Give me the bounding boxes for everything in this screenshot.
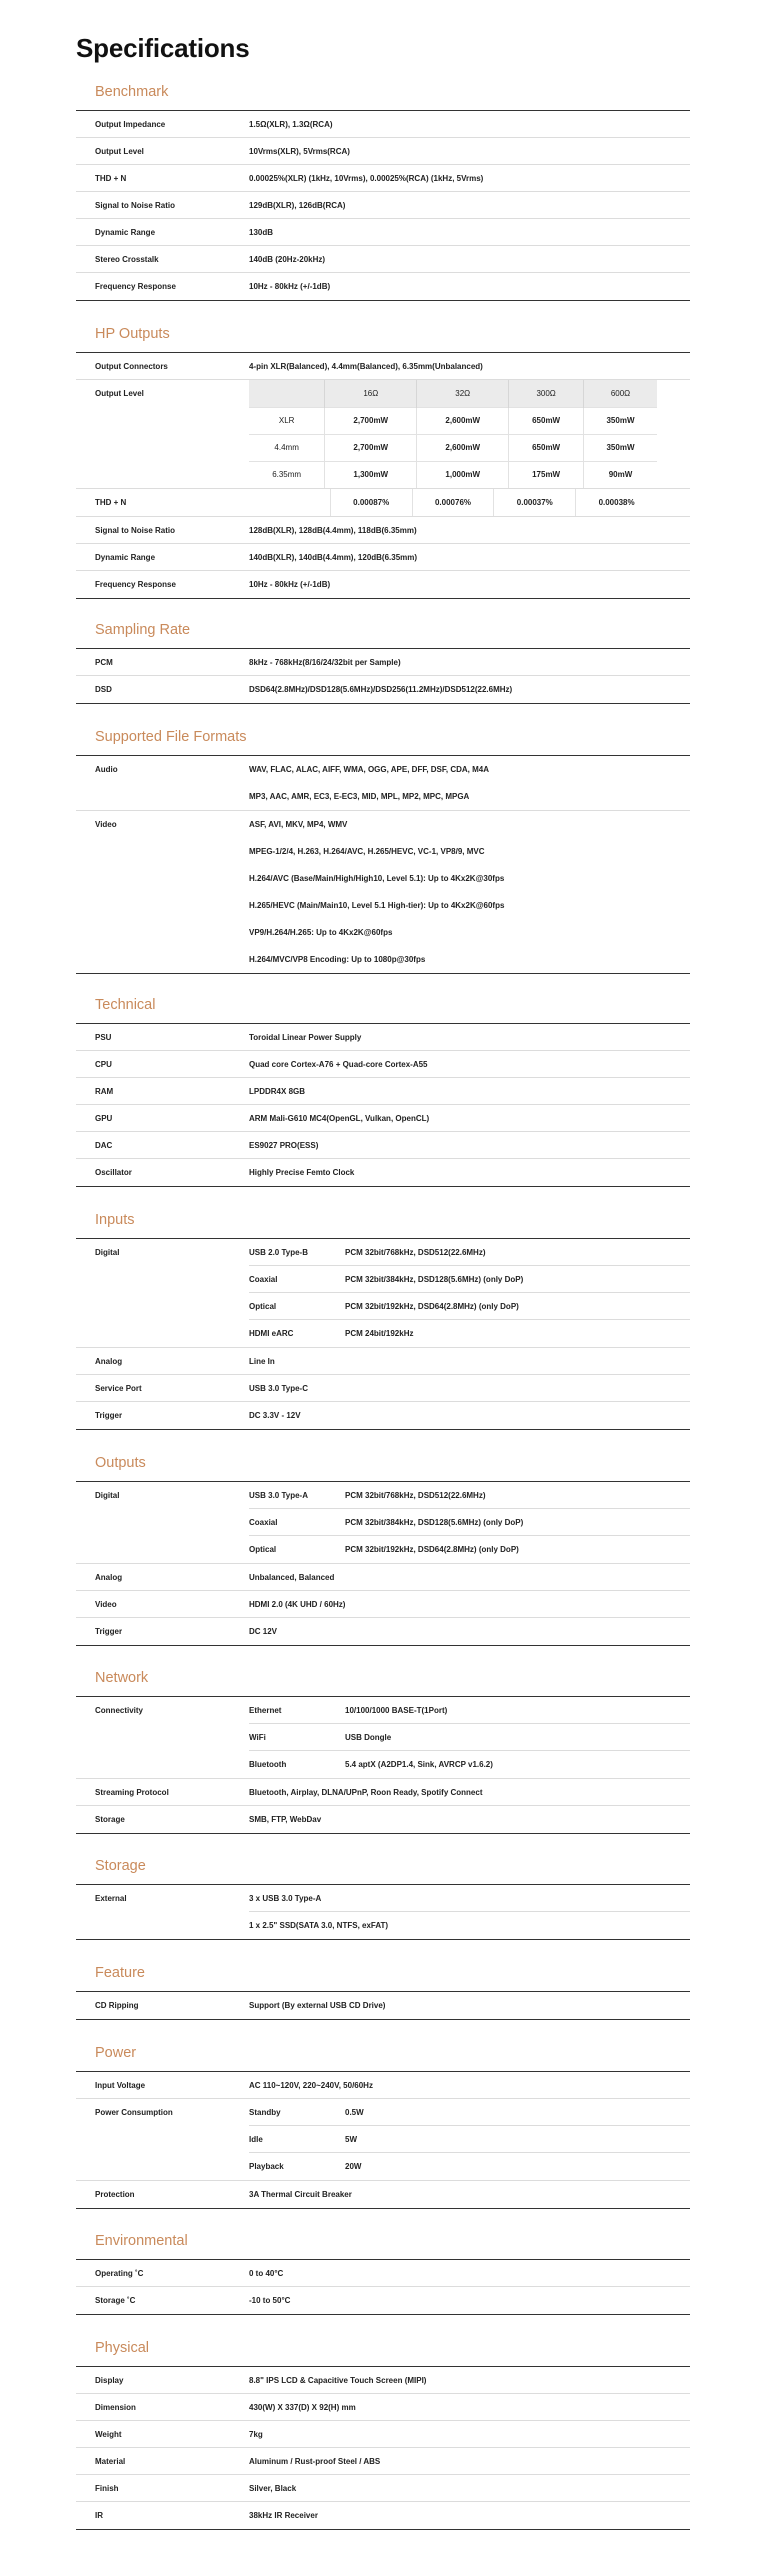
spec-label: Storage ˚C bbox=[95, 2296, 136, 2305]
spec-value: 8kHz - 768kHz(8/16/24/32bit per Sample) bbox=[249, 658, 401, 667]
spec-row bbox=[76, 571, 690, 598]
table-cell: 90mW bbox=[583, 461, 657, 488]
spec-label: Stereo Crosstalk bbox=[95, 255, 159, 264]
section-title: Power bbox=[76, 2043, 690, 2072]
spec-label: Input Voltage bbox=[95, 2081, 146, 2090]
sub-key: Bluetooth bbox=[249, 1760, 287, 1769]
spec-label: Weight bbox=[95, 2430, 122, 2439]
spec-row bbox=[76, 2099, 690, 2181]
section-outputs bbox=[76, 1453, 690, 1646]
spec-row bbox=[76, 2475, 690, 2502]
spec-label: Material bbox=[95, 2457, 126, 2466]
spec-value: ARM Mali-G610 MC4(OpenGL, Vulkan, OpenCL) bbox=[249, 1114, 430, 1123]
section-file-formats bbox=[76, 727, 690, 974]
spec-value: 10Vrms(XLR), 5Vrms(RCA) bbox=[249, 147, 350, 156]
spec-label: Output Level bbox=[95, 147, 144, 156]
spec-value: 3A Thermal Circuit Breaker bbox=[249, 2190, 352, 2199]
spec-label: Dynamic Range bbox=[95, 553, 156, 562]
table-cell: 350mW bbox=[583, 407, 657, 434]
spec-line: MPEG-1/2/4, H.263, H.264/AVC, H.265/HEVC, VC-1, VP8/9, MVC bbox=[249, 847, 485, 856]
spec-label: Output Level bbox=[95, 389, 144, 398]
spec-line: MP3, AAC, AMR, EC3, E-EC3, MID, MPL, MP2, MPC, MPGA bbox=[249, 792, 470, 801]
spec-row bbox=[76, 138, 690, 165]
spec-label: Oscillator bbox=[95, 1168, 132, 1177]
spec-row bbox=[76, 1806, 690, 1833]
spec-row bbox=[76, 1482, 690, 1564]
table-cell: 175mW bbox=[509, 461, 584, 488]
spec-row bbox=[76, 2181, 690, 2208]
spec-line: ASF, AVI, MKV, MP4, WMV bbox=[249, 820, 348, 829]
section-title: Technical bbox=[76, 995, 690, 1024]
spec-row bbox=[76, 2448, 690, 2475]
sub-key: Ethernet bbox=[249, 1706, 282, 1715]
sub-key: Playback bbox=[249, 2162, 284, 2171]
spec-row bbox=[76, 2260, 690, 2287]
spec-value: Bluetooth, Airplay, DLNA/UPnP, Roon Ready, Spotify Connect bbox=[249, 1788, 483, 1797]
spec-row bbox=[76, 1348, 690, 1375]
spec-value: 7kg bbox=[249, 2430, 263, 2439]
spec-value: DSD64(2.8MHz)/DSD128(5.6MHz)/DSD256(11.2MHz)/DSD512(22.6MHz) bbox=[249, 685, 513, 694]
spec-row bbox=[76, 2072, 690, 2099]
spec-line: VP9/H.264/H.265: Up to 4Kx2K@60fps bbox=[249, 928, 393, 937]
spec-value: Line In bbox=[249, 1357, 275, 1366]
spec-label: Dynamic Range bbox=[95, 228, 156, 237]
spec-value: SMB, FTP, WebDav bbox=[249, 1815, 322, 1824]
table-cell: 650mW bbox=[509, 434, 584, 461]
thd-value: 0.00038% bbox=[575, 489, 657, 516]
spec-row bbox=[76, 1078, 690, 1105]
spec-value: 140dB (20Hz-20kHz) bbox=[249, 255, 326, 264]
sub-value: PCM 32bit/384kHz, DSD128(5.6MHz) (only DoP) bbox=[345, 1518, 524, 1527]
spec-value: Silver, Black bbox=[249, 2484, 297, 2493]
table-header: 32Ω bbox=[417, 380, 509, 407]
sub-value: PCM 32bit/768kHz, DSD512(22.6MHz) bbox=[345, 1248, 486, 1257]
spec-row bbox=[76, 649, 690, 676]
spec-list bbox=[76, 1992, 690, 2020]
spec-row bbox=[76, 2367, 690, 2394]
spec-label: CPU bbox=[95, 1060, 112, 1069]
spec-row bbox=[76, 1105, 690, 1132]
spec-row bbox=[76, 756, 690, 811]
spec-row bbox=[76, 1591, 690, 1618]
spec-value: Quad core Cortex-A76 + Quad-core Cortex-A55 bbox=[249, 1060, 428, 1069]
spec-line: H.265/HEVC (Main/Main10, Level 5.1 High-tier): Up to 4Kx2K@60fps bbox=[249, 901, 505, 910]
spec-label: Digital bbox=[95, 1248, 120, 1257]
sub-row bbox=[249, 1293, 690, 1320]
spec-value: Unbalanced, Balanced bbox=[249, 1573, 335, 1582]
section-title: Benchmark bbox=[76, 82, 690, 111]
section-environmental bbox=[76, 2231, 690, 2315]
sub-list bbox=[249, 1697, 690, 1778]
spec-row bbox=[76, 2421, 690, 2448]
spec-list bbox=[76, 756, 690, 974]
sub-list bbox=[249, 2099, 690, 2180]
spec-row bbox=[76, 2502, 690, 2529]
spec-row bbox=[76, 273, 690, 300]
spec-label: Output Impedance bbox=[95, 120, 166, 129]
table-header: 16Ω bbox=[325, 380, 417, 407]
spec-row bbox=[76, 1051, 690, 1078]
spec-row bbox=[76, 1697, 690, 1779]
spec-value: HDMI 2.0 (4K UHD / 60Hz) bbox=[249, 1600, 346, 1609]
thd-values bbox=[249, 489, 657, 516]
section-title: Network bbox=[76, 1668, 690, 1697]
section-technical bbox=[76, 995, 690, 1187]
spec-label: Service Port bbox=[95, 1384, 142, 1393]
output-level-table bbox=[249, 380, 657, 488]
spec-value: 130dB bbox=[249, 228, 274, 237]
spec-row bbox=[76, 2394, 690, 2421]
spec-list bbox=[76, 2367, 690, 2530]
sub-row bbox=[249, 1266, 690, 1293]
sub-row bbox=[249, 1697, 690, 1724]
spec-row bbox=[76, 1779, 690, 1806]
spec-label: PCM bbox=[95, 658, 113, 667]
sub-key: Idle bbox=[249, 2135, 263, 2144]
spec-label: Audio bbox=[95, 765, 118, 774]
spec-row bbox=[76, 489, 690, 517]
sub-key: Coaxial bbox=[249, 1518, 278, 1527]
spec-label: Output Connectors bbox=[95, 362, 168, 371]
sub-value: 10/100/1000 BASE-T(1Port) bbox=[345, 1706, 448, 1715]
spec-row bbox=[76, 111, 690, 138]
spec-value: 140dB(XLR), 140dB(4.4mm), 120dB(6.35mm) bbox=[249, 553, 418, 562]
table-row bbox=[249, 407, 657, 434]
table-header: 300Ω bbox=[509, 380, 584, 407]
section-title: Environmental bbox=[76, 2231, 690, 2260]
section-network bbox=[76, 1668, 690, 1834]
sub-value: PCM 32bit/384kHz, DSD128(5.6MHz) (only DoP) bbox=[345, 1275, 524, 1284]
sub-key: Optical bbox=[249, 1545, 277, 1554]
section-feature bbox=[76, 1963, 690, 2020]
sub-row bbox=[249, 1239, 690, 1266]
table-row bbox=[249, 461, 657, 488]
spec-list bbox=[76, 1239, 690, 1430]
spec-label: Frequency Response bbox=[95, 282, 176, 291]
spec-label: PSU bbox=[95, 1033, 112, 1042]
spec-label: DAC bbox=[95, 1141, 113, 1150]
output-level-table-wrap bbox=[249, 380, 690, 488]
spec-value: 0 to 40°C bbox=[249, 2269, 284, 2278]
spec-label: Signal to Noise Ratio bbox=[95, 201, 176, 210]
spec-label: Signal to Noise Ratio bbox=[95, 526, 176, 535]
sub-row bbox=[249, 1912, 690, 1939]
sub-key: Standby bbox=[249, 2108, 281, 2117]
section-benchmark bbox=[76, 82, 690, 301]
spec-line: H.264/MVC/VP8 Encoding: Up to 1080p@30fps bbox=[249, 955, 426, 964]
spec-row bbox=[76, 1159, 690, 1186]
spec-row bbox=[76, 1992, 690, 2019]
spec-label: Streaming Protocol bbox=[95, 1788, 169, 1797]
table-cell: 1,000mW bbox=[417, 461, 509, 488]
sub-value: PCM 24bit/192kHz bbox=[345, 1329, 414, 1338]
spec-label: RAM bbox=[95, 1087, 114, 1096]
thd-value: 0.00037% bbox=[493, 489, 575, 516]
spec-label: Storage bbox=[95, 1815, 125, 1824]
sub-row bbox=[249, 2099, 690, 2126]
spec-value: Toroidal Linear Power Supply bbox=[249, 1033, 362, 1042]
spec-row bbox=[76, 1239, 690, 1348]
sub-key: Optical bbox=[249, 1302, 277, 1311]
spec-value: LPDDR4X 8GB bbox=[249, 1087, 306, 1096]
section-title: Feature bbox=[76, 1963, 690, 1992]
spec-row bbox=[76, 1402, 690, 1429]
spec-row bbox=[76, 1618, 690, 1645]
sub-key: Coaxial bbox=[249, 1275, 278, 1284]
spec-line: H.264/AVC (Base/Main/High/High10, Level 5.1): Up to 4Kx2K@30fps bbox=[249, 874, 505, 883]
sub-list bbox=[249, 1239, 690, 1347]
section-title: Physical bbox=[76, 2338, 690, 2367]
sub-value: USB Dongle bbox=[345, 1733, 392, 1742]
spec-value: 38kHz IR Receiver bbox=[249, 2511, 318, 2520]
sub-row bbox=[249, 2126, 690, 2153]
spec-line: WAV, FLAC, ALAC, AIFF, WMA, OGG, APE, DFF, DSF, CDA, M4A bbox=[249, 765, 489, 774]
spec-list bbox=[76, 1885, 690, 1940]
sub-row bbox=[249, 1509, 690, 1536]
spec-label: Operating ˚C bbox=[95, 2269, 144, 2278]
table-cell: 350mW bbox=[583, 434, 657, 461]
spec-row bbox=[76, 192, 690, 219]
table-cell: 6.35mm bbox=[249, 461, 325, 488]
section-title: Supported File Formats bbox=[76, 727, 690, 756]
spec-label: Frequency Response bbox=[95, 580, 176, 589]
spec-label: Analog bbox=[95, 1357, 123, 1366]
spec-value: ES9027 PRO(ESS) bbox=[249, 1141, 319, 1150]
spec-list bbox=[76, 111, 690, 301]
sub-row bbox=[249, 1320, 690, 1347]
spec-label: Video bbox=[95, 820, 117, 829]
spec-value: DC 12V bbox=[249, 1627, 278, 1636]
spec-label: GPU bbox=[95, 1114, 113, 1123]
spec-row bbox=[76, 165, 690, 192]
sub-value: 1 x 2.5" SSD(SATA 3.0, NTFS, exFAT) bbox=[249, 1921, 389, 1930]
section-title: Outputs bbox=[76, 1453, 690, 1482]
spec-label: Finish bbox=[95, 2484, 119, 2493]
section-physical bbox=[76, 2338, 690, 2530]
table-cell: 2,700mW bbox=[325, 407, 417, 434]
spec-value: 1.5Ω(XLR), 1.3Ω(RCA) bbox=[249, 120, 333, 129]
spec-row bbox=[76, 353, 690, 380]
section-storage bbox=[76, 1856, 690, 1940]
page-title: Specifications bbox=[76, 33, 250, 63]
sub-list bbox=[249, 1885, 690, 1939]
spec-value: -10 to 50°C bbox=[249, 2296, 291, 2305]
sub-value: PCM 32bit/192kHz, DSD64(2.8MHz) (only DoP) bbox=[345, 1545, 519, 1554]
table-cell: XLR bbox=[249, 407, 325, 434]
spec-row bbox=[76, 1132, 690, 1159]
spec-row bbox=[76, 246, 690, 273]
spec-value: Aluminum / Rust-proof Steel / ABS bbox=[249, 2457, 381, 2466]
sub-value: PCM 32bit/768kHz, DSD512(22.6MHz) bbox=[345, 1491, 486, 1500]
spec-label: Trigger bbox=[95, 1627, 123, 1636]
spec-value: DC 3.3V - 12V bbox=[249, 1411, 301, 1420]
sub-value: PCM 32bit/192kHz, DSD64(2.8MHz) (only DoP) bbox=[345, 1302, 519, 1311]
sub-row bbox=[249, 1482, 690, 1509]
spec-row bbox=[76, 1885, 690, 1939]
spec-label: Video bbox=[95, 1600, 117, 1609]
spec-value: 4-pin XLR(Balanced), 4.4mm(Balanced), 6.35mm(Unbalanced) bbox=[249, 362, 483, 371]
sub-key: USB 3.0 Type-A bbox=[249, 1491, 308, 1500]
thd-value bbox=[249, 489, 330, 516]
spec-value: 129dB(XLR), 126dB(RCA) bbox=[249, 201, 346, 210]
table-cell: 2,600mW bbox=[417, 407, 509, 434]
section-title: HP Outputs bbox=[76, 324, 690, 353]
spec-value: Highly Precise Femto Clock bbox=[249, 1168, 355, 1177]
spec-list bbox=[76, 2072, 690, 2209]
spec-value: Support (By external USB CD Drive) bbox=[249, 2001, 386, 2010]
thd-value: 0.00076% bbox=[412, 489, 494, 516]
spec-row bbox=[76, 1375, 690, 1402]
section-title: Inputs bbox=[76, 1210, 690, 1239]
table-cell: 2,600mW bbox=[417, 434, 509, 461]
spec-list bbox=[76, 1697, 690, 1834]
spec-row bbox=[76, 380, 690, 489]
sub-list bbox=[249, 1482, 690, 1563]
section-title: Storage bbox=[76, 1856, 690, 1885]
spec-label: Power Consumption bbox=[95, 2108, 173, 2117]
sub-value: 0.5W bbox=[345, 2108, 364, 2117]
spec-label: Analog bbox=[95, 1573, 123, 1582]
sub-row bbox=[249, 1751, 690, 1778]
spec-row bbox=[76, 811, 690, 973]
spec-label: THD + N bbox=[95, 174, 127, 183]
spec-list bbox=[76, 353, 690, 599]
spec-value: 0.00025%(XLR) (1kHz, 10Vrms), 0.00025%(RCA) (1kHz, 5Vrms) bbox=[249, 174, 484, 183]
spec-row bbox=[76, 517, 690, 544]
spec-row bbox=[76, 1564, 690, 1591]
spec-label: Trigger bbox=[95, 1411, 123, 1420]
spec-label: CD Ripping bbox=[95, 2001, 139, 2010]
sub-key: WiFi bbox=[249, 1733, 266, 1742]
table-cell: 4.4mm bbox=[249, 434, 325, 461]
section-inputs bbox=[76, 1210, 690, 1430]
table-header bbox=[249, 380, 325, 407]
spec-label: Connectivity bbox=[95, 1706, 144, 1715]
spec-list bbox=[76, 1024, 690, 1187]
spec-value-list bbox=[249, 756, 690, 810]
sub-row bbox=[249, 1885, 690, 1912]
spec-list bbox=[76, 2260, 690, 2315]
sub-value: 3 x USB 3.0 Type-A bbox=[249, 1894, 322, 1903]
sub-key: USB 2.0 Type-B bbox=[249, 1248, 308, 1257]
sub-row bbox=[249, 1724, 690, 1751]
table-cell: 650mW bbox=[509, 407, 584, 434]
spec-label: IR bbox=[95, 2511, 103, 2520]
spec-value: 8.8" IPS LCD & Capacitive Touch Screen (MIPI) bbox=[249, 2376, 427, 2385]
spec-list bbox=[76, 1482, 690, 1646]
sub-key: HDMI eARC bbox=[249, 1329, 294, 1338]
spec-row bbox=[76, 1024, 690, 1051]
spec-label: External bbox=[95, 1894, 127, 1903]
spec-value: 128dB(XLR), 128dB(4.4mm), 118dB(6.35mm) bbox=[249, 526, 417, 535]
sub-value: 5.4 aptX (A2DP1.4, Sink, AVRCP v1.6.2) bbox=[345, 1760, 493, 1769]
table-cell: 1,300mW bbox=[325, 461, 417, 488]
spec-value: 10Hz - 80kHz (+/-1dB) bbox=[249, 580, 331, 589]
section-title: Sampling Rate bbox=[76, 620, 690, 649]
section-power bbox=[76, 2043, 690, 2209]
section-hp-outputs bbox=[76, 324, 690, 599]
thd-value: 0.00087% bbox=[330, 489, 412, 516]
sub-value: 20W bbox=[345, 2162, 362, 2171]
section-sampling-rate bbox=[76, 620, 690, 704]
table-header: 600Ω bbox=[583, 380, 657, 407]
spec-row bbox=[76, 544, 690, 571]
spec-label: Protection bbox=[95, 2190, 135, 2199]
spec-label: THD + N bbox=[95, 498, 127, 507]
spec-value-list bbox=[249, 811, 690, 973]
spec-label: Digital bbox=[95, 1491, 120, 1500]
table-cell: 2,700mW bbox=[325, 434, 417, 461]
sub-value: 5W bbox=[345, 2135, 357, 2144]
spec-row bbox=[76, 2287, 690, 2314]
spec-label: DSD bbox=[95, 685, 112, 694]
spec-label: Dimension bbox=[95, 2403, 136, 2412]
table-header-row bbox=[249, 380, 657, 407]
spec-value: USB 3.0 Type-C bbox=[249, 1384, 308, 1393]
sub-row bbox=[249, 2153, 690, 2180]
spec-row bbox=[76, 676, 690, 703]
spec-value: AC 110~120V, 220~240V, 50/60Hz bbox=[249, 2081, 373, 2090]
spec-value: 10Hz - 80kHz (+/-1dB) bbox=[249, 282, 331, 291]
spec-label: Display bbox=[95, 2376, 124, 2385]
spec-row bbox=[76, 219, 690, 246]
sub-row bbox=[249, 1536, 690, 1563]
table-row bbox=[249, 434, 657, 461]
spec-value: 430(W) X 337(D) X 92(H) mm bbox=[249, 2403, 356, 2412]
spec-list bbox=[76, 649, 690, 704]
